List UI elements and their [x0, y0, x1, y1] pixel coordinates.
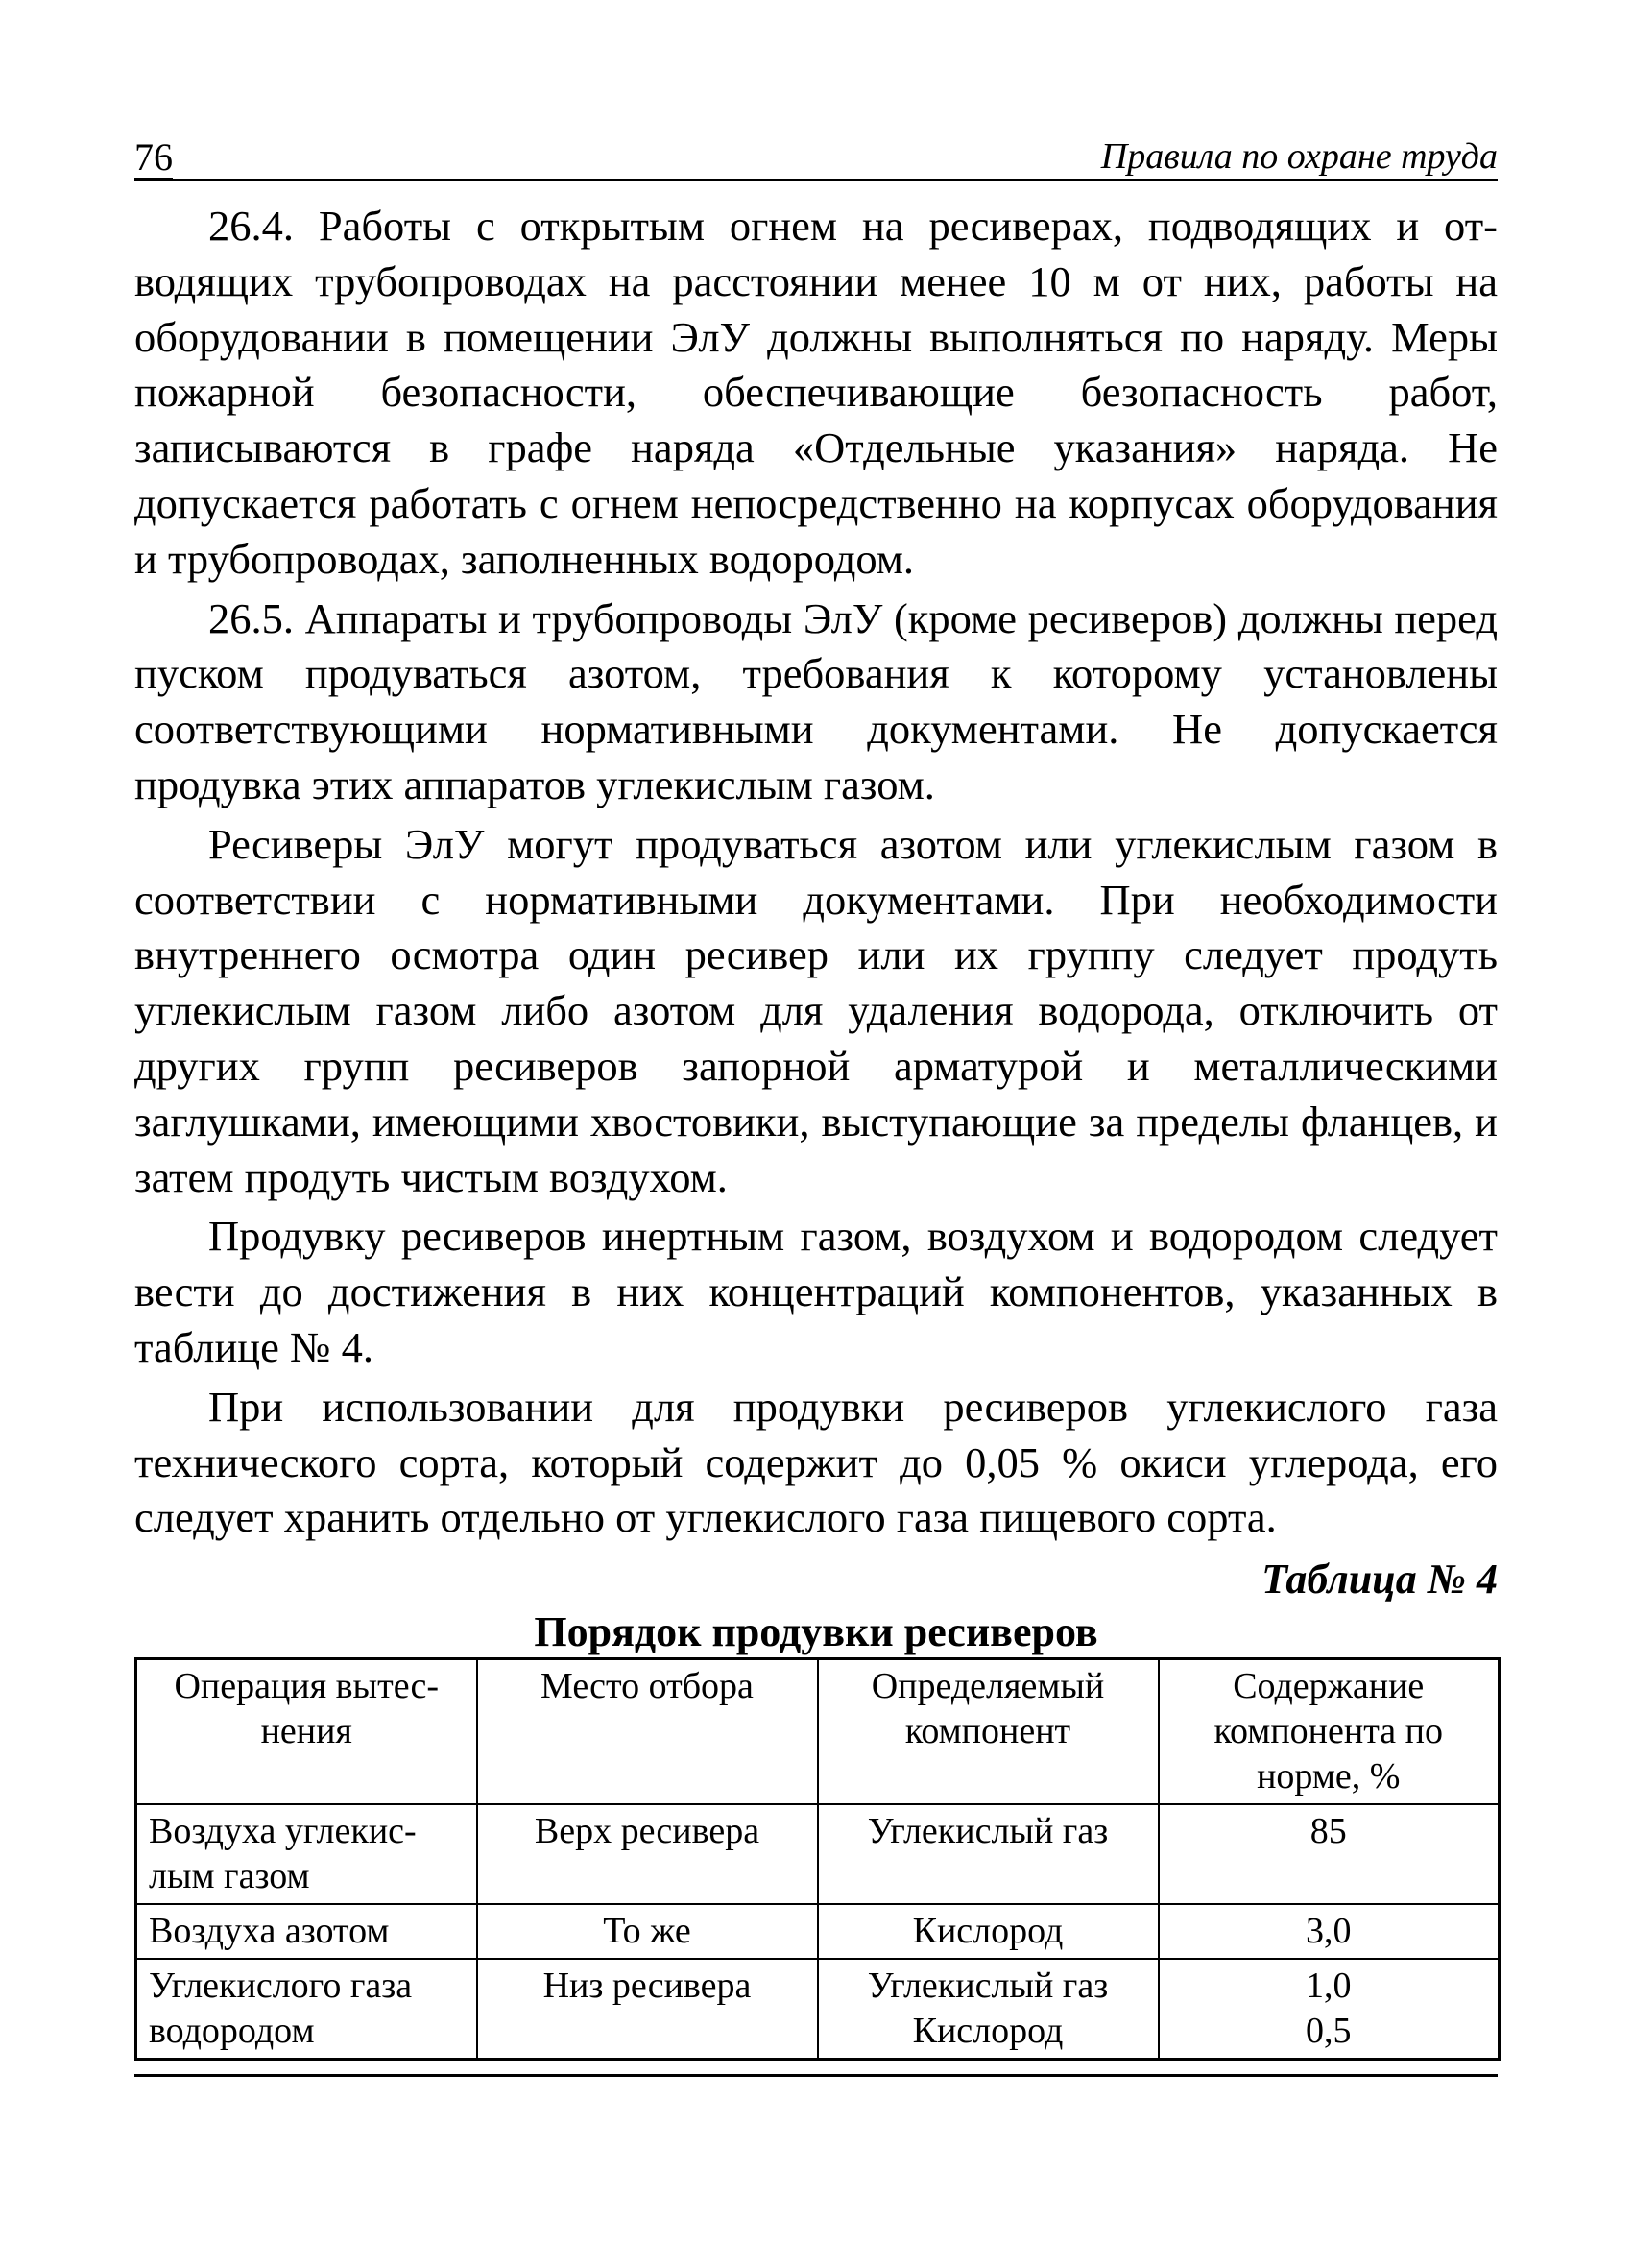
cell-operation: Углекислого газа водородом [136, 1959, 477, 2060]
component-value: Кислород [912, 1911, 1064, 1952]
table-row [136, 1904, 1500, 1959]
component-value: Углекислый газ [867, 1966, 1109, 2007]
cell-place: То же [477, 1904, 818, 1959]
document-page [134, 125, 1498, 2061]
cell-content [1159, 1959, 1500, 2060]
cell-place: Верх ресивера [477, 1804, 818, 1904]
table-row [136, 1959, 1500, 2060]
table-row [136, 1804, 1500, 1904]
paragraph-co2-storage: При использовании для продувки ресиверов углекислого газа технического сорта, который содержит до 0,05 % окиси углерода, его следует хранить отдельно от углекислого газа пищевого сорта. [134, 1382, 1498, 1542]
cell-content [1159, 1804, 1500, 1904]
header-place: Место отбора [477, 1659, 818, 1805]
body-text [134, 199, 1498, 1546]
page-number: 76 [134, 135, 173, 179]
table-title: Порядок продувки ресиверов [534, 1608, 1098, 1656]
cell-component [818, 1904, 1159, 1959]
cell-operation: Воздуха углекислым газом [136, 1804, 477, 1904]
paragraph-26-5: 26.5. Аппараты и трубопроводы ЭлУ (кроме ресиверов) должны перед пуском продуваться азотом, требования к которому установлены соответствующими нормативными документами. Не допускается продувка этих аппаратов углекислым газом. [134, 593, 1498, 808]
component-value: Кислород [912, 2011, 1064, 2052]
header-content: Содержание компонента по норме, % [1159, 1659, 1500, 1805]
table-header-row [136, 1659, 1500, 1805]
component-value: Углекислый газ [867, 1811, 1109, 1852]
paragraph-26-4: 26.4. Работы с открытым огнем на ресиверах, подводящих и отводящих трубопроводах на расстоянии менее 10 м от них, работы на оборудовании в помещении ЭлУ должны выполняться по наряду. Меры пожарной безопасности, обеспечивающие безопасность работ, записываются в графе наряда «Отдельные указания» наряда. Не допускается работать с огнем непосредственно на корпусах оборудования и трубопроводах, заполненных водородом. [134, 202, 1498, 583]
table-caption: Таблица № 4 [1261, 1556, 1498, 1604]
cell-component [818, 1804, 1159, 1904]
header-component: Определяемый компонент [818, 1659, 1159, 1805]
header-operation: Операция вытеснения [136, 1659, 477, 1805]
footer-rule [134, 2074, 1498, 2077]
content-value: 0,5 [1306, 2011, 1352, 2052]
paragraph-receivers-purge: Ресиверы ЭлУ могут продуваться азотом или углекислым газом в соответствии с нормативными документами. При необходимости внутреннего осмотра один ресивер или их группу следует продуть углекислым газом либо азотом для удаления водорода, отключить от других групп ресиверов запорной арматурой и металлическими заглушками, имеющими хвостовики, выступающие за пределы фланцев, и затем продуть чистым воздухом. [134, 819, 1498, 1201]
cell-content [1159, 1904, 1500, 1959]
paragraph-purge-concentrations: Продувку ресиверов инертным газом, воздухом и водородом следует вести до достижения в них концентраций компонентов, указанных в таблице № 4. [134, 1212, 1498, 1371]
content-value: 3,0 [1306, 1911, 1352, 1952]
cell-place: Низ ресивера [477, 1959, 818, 2060]
content-value: 1,0 [1306, 1966, 1352, 2007]
running-title: Правила по охране труда [1100, 136, 1498, 177]
page-header [134, 125, 1498, 181]
cell-component [818, 1959, 1159, 2060]
cell-operation: Воздуха азотом [136, 1904, 477, 1959]
purge-table [134, 1657, 1501, 2061]
content-value: 85 [1309, 1811, 1347, 1852]
